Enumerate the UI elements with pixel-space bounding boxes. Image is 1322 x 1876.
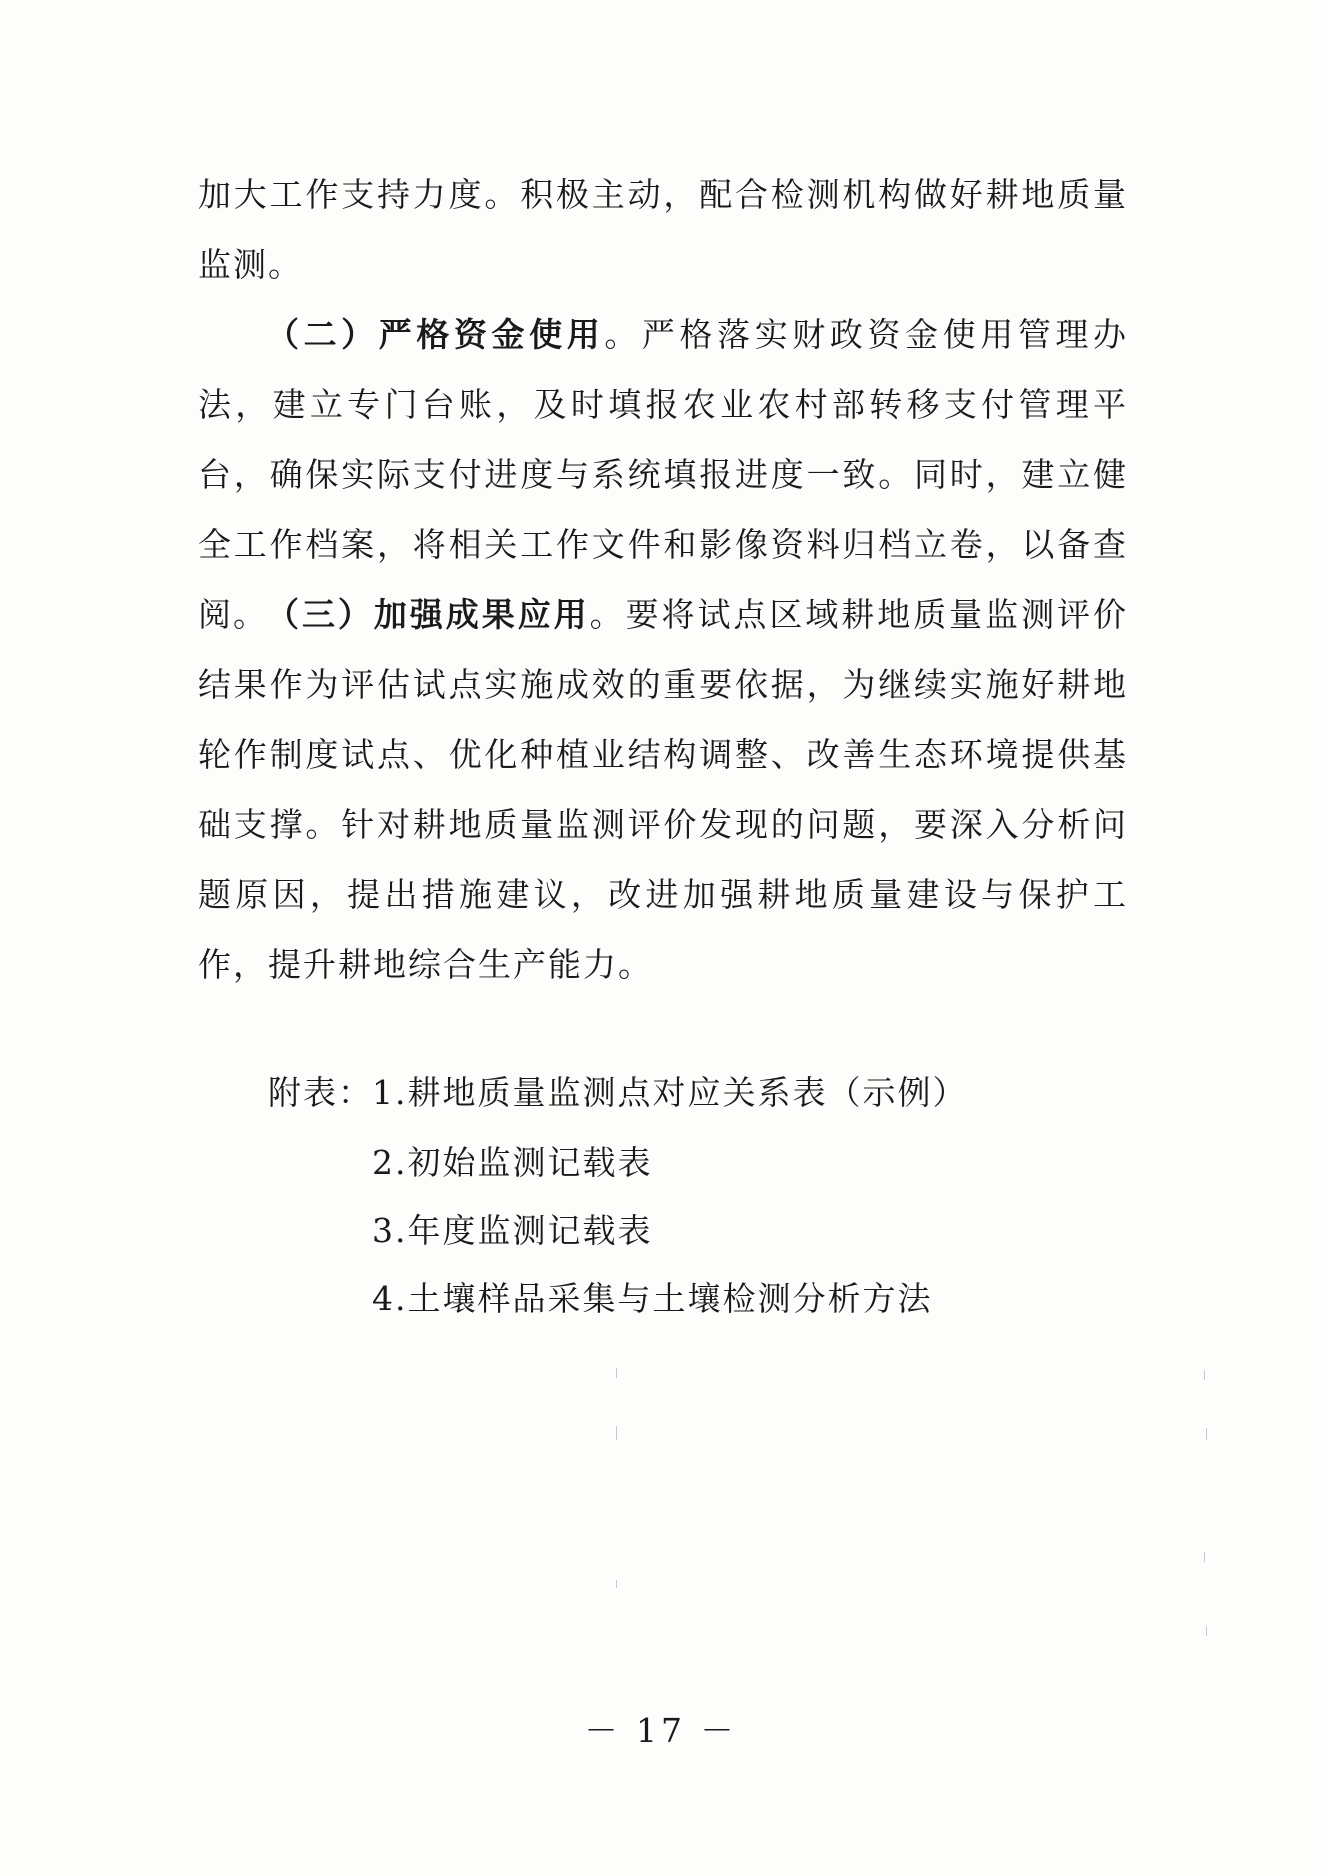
paragraph-results <box>198 580 1128 1000</box>
scan-speck <box>1206 1626 1207 1636</box>
attachment-item-2: 2.初始监测记载表 <box>372 1143 653 1182</box>
paragraph-funding-body: 。严格落实财政资金使用管理办法，建立专门台账，及时填报农业农村部转移支付管理平台，确保实际支付进度与系统填报进度一致。同时，建立健全工作档案，将相关工作文件和影像资料归档立卷，以备查阅。 <box>198 315 1129 634</box>
attachment-item-1: 1.耕地质量监测点对应关系表（示例） <box>372 1073 968 1112</box>
scan-speck <box>1206 1428 1207 1440</box>
section-heading-funding: （二）严格资金使用 <box>266 315 605 354</box>
scan-speck <box>616 1368 617 1378</box>
scan-speck <box>616 1426 617 1440</box>
paragraph-results-body: 。要将试点区域耕地质量监测评价结果作为评估试点实施成效的重要依据，为继续实施好耕地轮作制度试点、优化种植业结构调整、改善生态环境提供基础支撑。针对耕地质量监测评价发现的问题，要深入分析问题原因，提出措施建议，改进加强耕地质量建设与保护工作，提升耕地综合生产能力。 <box>198 595 1129 984</box>
scan-speck <box>1204 1552 1205 1562</box>
attachment-item-3: 3.年度监测记载表 <box>372 1211 653 1250</box>
scan-speck <box>1204 1370 1205 1380</box>
paragraph-continuation: 加大工作支持力度。积极主动，配合检测机构做好耕地质量监测。 <box>198 175 1128 284</box>
attachments-label: 附表： <box>268 1073 373 1112</box>
section-heading-results: （三）加强成果应用 <box>266 595 590 634</box>
page-number: － 17 － <box>584 1711 738 1750</box>
attachment-item-4: 4.土壤样品采集与土壤检测分析方法 <box>372 1279 933 1318</box>
scan-speck <box>616 1580 617 1588</box>
